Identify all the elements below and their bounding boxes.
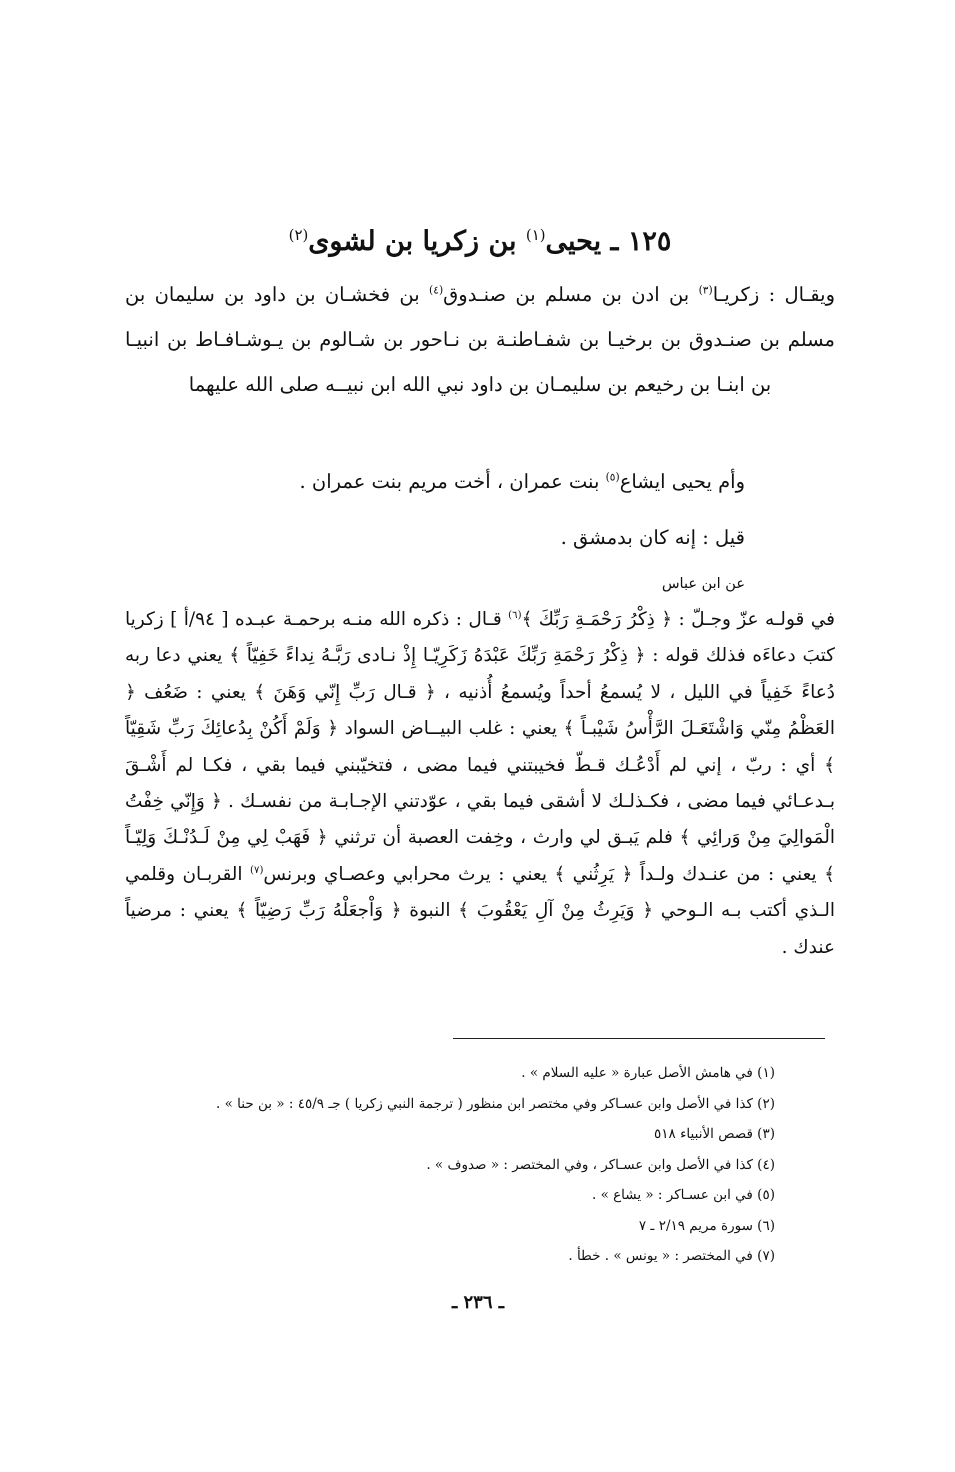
commentary-text-3: القربـان وقلمي الـذي أكتب بـه الـوحي ﴿ وَيَرِثُ مِنْ آلِ يَعْقُوبَ ﴾ النبوة ﴿ وَاْجعَلْهُ رَبِّ رَضِيّاً ﴾ يعني : مرضياً عندك . [125,863,835,958]
source-label: عن ابن عباس [661,576,745,592]
lineage-text-1: ويقـال : زكريـا [712,283,835,306]
page-number: ـ ٢٣٦ ـ [451,1292,505,1313]
footnote-item: (٧) في المختصر : « يونس » . خطأ . [568,1248,775,1264]
mother-paragraph [125,462,745,502]
entry-title-rest: بن زكريا بن لشوى [308,226,517,257]
commentary-text-1: في قولـه عزّ وجـلّ : ﴿ ذِكْرُ رَحْمَـةِ رَبِّكَ ﴾ [521,609,835,630]
footnotes-list [155,1058,775,1272]
footnote-ref-4[interactable]: (٤) [429,283,444,297]
entry-title: ١٢٥ ـ يحيى [545,226,672,257]
footnote-ref-5[interactable]: (٥) [605,470,620,484]
footnote-item: (٢) كذا في الأصل وابن عسـاكر وفي مختصر ابن منظور ( ترجمة النبي زكريا ) جـ ٤٥/٩ : « بن حنا » . [216,1095,775,1112]
commentary-text-2: قـال : ذكره الله منـه برحمـة عبـده [ ٩٤/أ ] زكريا كتبَ دعاءَه فذلك قوله : ﴿ ذِكْرُ رَحْمَةِ رَبِّكَ عَبْدَهُ زَكَرِيّـا إِذْ نـادى رَبَّـهُ نِداءً خَفِيّاً ﴾ يعني دعا ربه دُعاءً خَفِياً في الليل ، لا يُسمعُ أحداً ويُسمعُ أُذنيه ، ﴿ قـال رَبِّ إِنّي وَهَنَ ﴾ يعني : ضَعُف ﴿ العَظْمُ مِنّي وَاشْتَعَـلَ الرَّأْسُ شَيْبـاً ﴾ يعني : غلب البيــاض السواد ﴿ وَلَمْ أَكُنْ بِدُعائِكَ رَبِّ شَقِيّاً ﴾ أي : ربّ ، إني لم أَدْعُـك قـطّ فخيبتني فيما مضى ، فتخيّبني فيما بقي ، فكـا لم أَشْـقَ بـدعـائي فيما مضى ، فكـذلـك لا أشقى فيما بقي ، عوّدتني الإجـابـة من نفسـك . ﴿ وَإِنّي خِفْتُ الْمَوالِيَ مِنْ وَرائِي ﴾ فلم يَبـق لي وارث ، وخِفت العصبة أن ترثني ﴿ فَهَبْ لِي مِنْ لَـدُنْـكَ وَلِيّـاً ﴾ يعني : من عنـدك ولـداً ﴿ يَرِثُني ﴾ يعني : يرث محرابي وعصـاي وبرنس [125,609,835,885]
lineage-text-3: بن فخشـان بن داود بن سليمان بن مسلم بن صنـدوق بن برخيـا بن شفـاطنـة بن نـاحور بن شـالوم بن يـوشـافـاط بن انبيـا بن ابنـا بن رخيعم بن سليمـان بن داود نبي الله ابن نبيــه صلى الله عليهما [125,283,835,396]
damascus-text: قيل : إنه كان بدمشق . [560,526,745,549]
footnote-item: (١) في هامش الأصل عبارة « عليه السلام » . [521,1065,775,1081]
mother-text-2: بنت عمران ، أخت مريم بنت عمران . [299,470,600,493]
commentary-paragraph [125,602,835,966]
entry-heading [180,222,780,262]
footnote-ref-6[interactable]: (٦) [508,609,522,621]
footnote-ref-2[interactable]: (٢) [288,226,309,244]
footnote-ref-3[interactable]: (٣) [698,283,713,297]
footnote-divider [453,1038,825,1039]
footnote-item: (٣) قصص الأنبياء ٥١٨ [654,1126,775,1142]
damascus-paragraph [125,518,745,558]
footnote-item: (٤) كذا في الأصل وابن عسـاكر ، وفي المختصر : « صدوف » . [426,1156,775,1173]
mother-text-1: وأم يحيى ايشاع [619,470,745,493]
lineage-text-2: بن ادن بن مسلم بن صنـدوق [443,283,690,306]
footnote-item: (٥) في ابن عسـاكر : « يشاع » . [591,1187,775,1203]
lineage-paragraph [125,272,835,407]
footnote-ref-1[interactable]: (١) [525,226,546,244]
footnote-item: (٦) سورة مريم ٢/١٩ ـ ٧ [638,1217,775,1234]
footnote-ref-7[interactable]: (٧) [250,864,264,876]
